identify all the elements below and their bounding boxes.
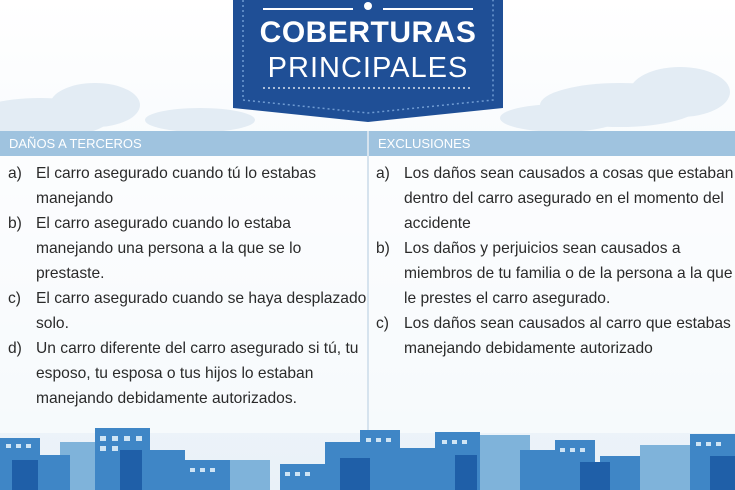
item-marker: b) — [376, 240, 390, 257]
city-skyline-illustration — [0, 420, 735, 490]
item-text: El carro asegurado cuando tú lo estabas manejando — [36, 165, 317, 207]
banner-title-line1: COBERTURAS — [259, 16, 477, 49]
item-text: Un carro diferente del carro asegurado si tú, tu esposo, tu esposa o tus hijos lo estaban manejando debidamente autorizados. — [36, 340, 359, 407]
list-item — [8, 211, 367, 286]
item-text: Los daños sean causados a cosas que estaban dentro del carro asegurado en el momento del accidente — [404, 165, 734, 232]
item-text: El carro asegurado cuando lo estaba manejando una persona a la que se lo prestaste. — [36, 215, 302, 282]
list-item — [376, 236, 735, 311]
item-marker: b) — [8, 215, 22, 232]
list-item — [8, 336, 367, 411]
item-text: Los daños sean causados al carro que estabas manejando debidamente autorizado — [404, 315, 731, 357]
coverage-table — [0, 131, 735, 433]
list-item — [8, 286, 367, 336]
item-marker: c) — [8, 290, 21, 307]
column-header: DAÑOS A TERCEROS — [0, 131, 367, 156]
item-list — [369, 156, 735, 361]
item-marker: a) — [376, 165, 390, 182]
exclusions-column — [369, 131, 735, 433]
item-list — [0, 156, 367, 411]
third-party-damage-column — [0, 131, 367, 433]
title-banner — [233, 0, 503, 122]
column-header: EXCLUSIONES — [369, 131, 735, 156]
item-marker: d) — [8, 340, 22, 357]
list-item — [8, 161, 367, 211]
list-item — [376, 161, 735, 236]
item-text: Los daños y perjuicios sean causados a miembros de tu familia o de la persona a la que le prestes el carro asegurado. — [404, 240, 733, 307]
item-marker: a) — [8, 165, 22, 182]
snowflake-icon — [364, 2, 372, 10]
list-item — [376, 311, 735, 361]
item-marker: c) — [376, 315, 389, 332]
item-text: El carro asegurado cuando se haya desplazado solo. — [36, 290, 367, 332]
banner-title-line2: PRINCIPALES — [267, 52, 469, 84]
